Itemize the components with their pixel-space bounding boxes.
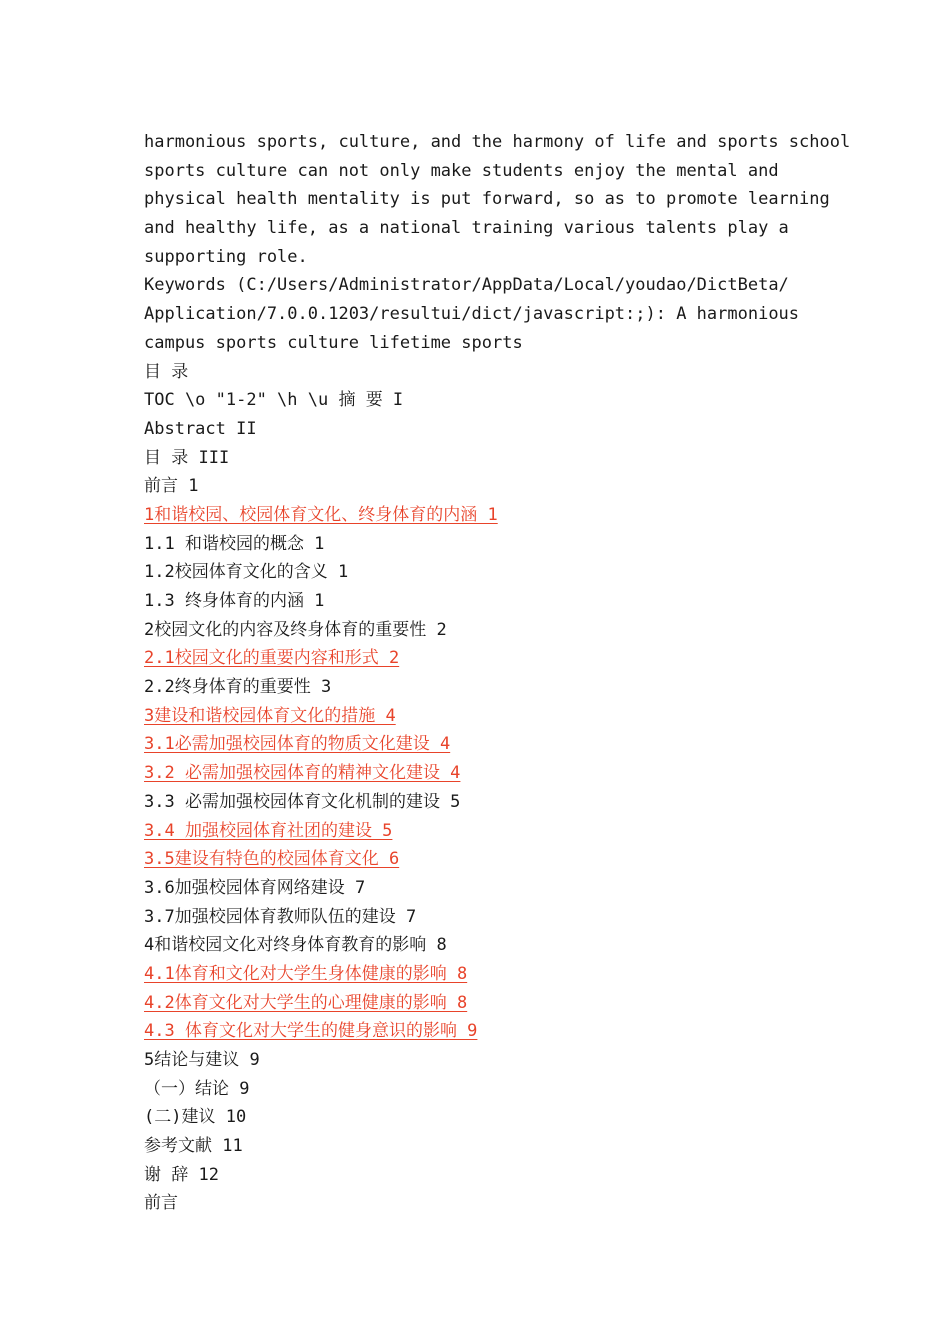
toc-heading: 目 录 xyxy=(144,361,189,382)
toc-entry-2: 2校园文化的内容及终身体育的重要性 2 xyxy=(144,619,447,640)
toc-entry-suggestion: (二)建议 10 xyxy=(144,1107,247,1128)
toc-entry-5: 5结论与建议 9 xyxy=(144,1050,260,1070)
toc-link-3[interactable]: 3建设和谐校园体育文化的措施 4 xyxy=(144,705,396,726)
abstract-line: harmonious sports, culture, and the harmony of life and sports school xyxy=(144,132,851,152)
toc-link-4-3[interactable]: 4.3 体育文化对大学生的健身意识的影响 9 xyxy=(144,1021,478,1042)
toc-link-1[interactable]: 1和谐校园、校园体育文化、终身体育的内涵 1 xyxy=(144,504,498,525)
abstract-line: sports culture can not only make students enjoy the mental and xyxy=(144,160,779,181)
abstract-line: and healthy life, as a national training various talents play a xyxy=(144,218,789,239)
toc-link-3-1[interactable]: 3.1必需加强校园体育的物质文化建设 4 xyxy=(144,734,451,755)
document-page xyxy=(144,128,851,1218)
toc-entry-2-2: 2.2终身体育的重要性 3 xyxy=(144,677,332,698)
toc-link-2-1[interactable]: 2.1校园文化的重要内容和形式 2 xyxy=(144,648,400,669)
toc-entry-3-6: 3.6加强校园体育网络建设 7 xyxy=(144,877,366,898)
toc-entry-contents: 目 录 III xyxy=(144,447,230,468)
keywords-line: campus sports culture lifetime sports xyxy=(144,332,523,353)
toc-entry-abstract: Abstract II xyxy=(144,418,257,439)
section-heading-preface: 前言 xyxy=(144,1193,178,1214)
toc-entry-conclusion: （一）结论 9 xyxy=(144,1078,250,1099)
toc-entry-1-1: 1.1 和谐校园的概念 1 xyxy=(144,533,325,554)
toc-entry-3-3: 3.3 必需加强校园体育文化机制的建设 5 xyxy=(144,791,461,812)
keywords-line: Keywords (C:/Users/Administrator/AppData/Local/youdao/DictBeta/ xyxy=(144,275,789,296)
toc-link-3-4[interactable]: 3.4 加强校园体育社团的建设 5 xyxy=(144,820,393,841)
toc-entry-1-3: 1.3 终身体育的内涵 1 xyxy=(144,591,325,611)
toc-entry-4: 4和谐校园文化对终身体育教育的影响 8 xyxy=(144,935,447,956)
toc-entry-3-7: 3.7加强校园体育教师队伍的建设 7 xyxy=(144,906,417,927)
toc-list xyxy=(144,415,824,1190)
toc-link-3-2[interactable]: 3.2 必需加强校园体育的精神文化建设 4 xyxy=(144,763,461,784)
keywords-paragraph xyxy=(144,271,824,357)
toc-entry-1-2: 1.2校园体育文化的含义 1 xyxy=(144,562,349,583)
keywords-line: Application/7.0.0.1203/resultui/dict/javascript:;): A harmonious xyxy=(144,304,800,325)
toc-link-4-1[interactable]: 4.1体育和文化对大学生身体健康的影响 8 xyxy=(144,963,468,984)
abstract-paragraph xyxy=(144,128,851,271)
toc-link-3-5[interactable]: 3.5建设有特色的校园体育文化 6 xyxy=(144,849,400,870)
toc-link-4-2[interactable]: 4.2体育文化对大学生的心理健康的影响 8 xyxy=(144,992,468,1013)
abstract-line: supporting role. xyxy=(144,246,308,267)
toc-entry-preface: 前言 1 xyxy=(144,476,199,497)
toc-entry-acknowledgements: 谢 辞 12 xyxy=(144,1164,219,1185)
abstract-line: physical health mentality is put forward, so as to promote learning xyxy=(144,189,830,210)
toc-field-code: TOC \o "1-2" \h \u 摘 要 I xyxy=(144,390,404,411)
toc-entry-references: 参考文献 11 xyxy=(144,1136,243,1157)
